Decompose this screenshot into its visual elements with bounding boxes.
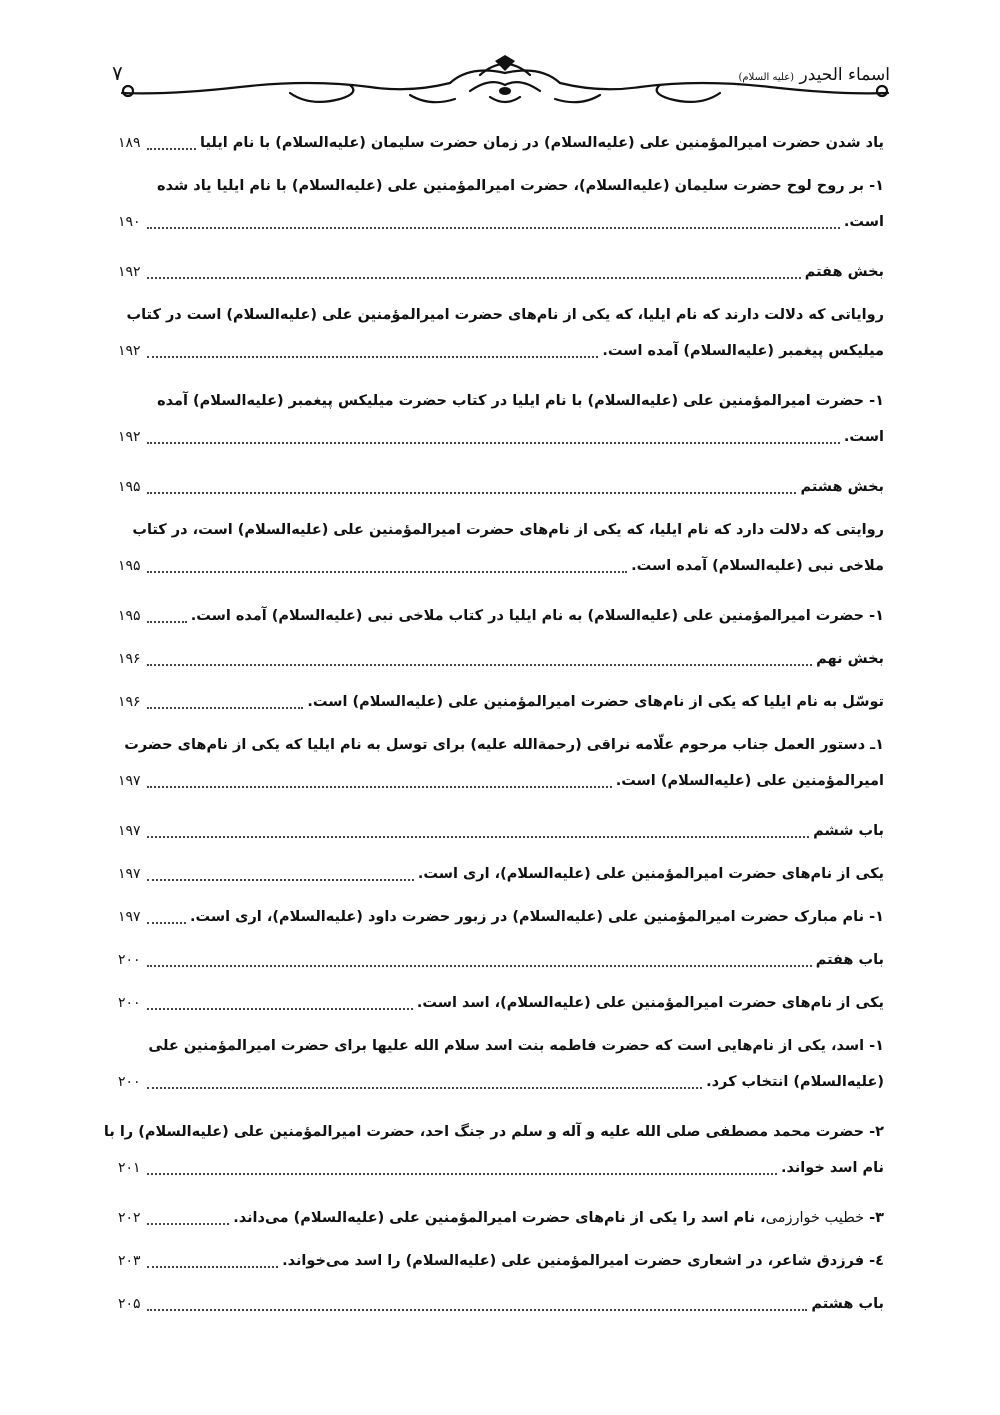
toc-entry-page-number: ۲۰۰ xyxy=(118,1074,141,1090)
toc-entry-leader-row xyxy=(118,125,884,161)
toc-entry[interactable] xyxy=(118,899,884,942)
book-title-main: اسماء الحیدر xyxy=(799,65,890,85)
toc-entry-page-number: ۱۹۰ xyxy=(118,214,141,230)
toc-entry-page-number: ۱۹۷ xyxy=(118,909,141,925)
toc-entry[interactable] xyxy=(118,684,884,727)
toc-entry-leader-row xyxy=(118,1286,884,1322)
toc-entry[interactable] xyxy=(118,856,884,899)
dot-leader xyxy=(147,664,813,666)
toc-entry-title-line1: روایتی که دلالت دارد که نام ایلیا، که یکی از نام‌های حضرت امیرالمؤمنین علی (علیه‌السلام) است، در کتاب xyxy=(132,522,884,538)
toc-entry-title: باب ششم xyxy=(813,823,884,839)
toc-entry-page-number: ۲۰۰ xyxy=(118,995,141,1011)
toc-entry-page-number: ۲۰۰ xyxy=(118,952,141,968)
toc-entry-leader-row xyxy=(118,204,884,240)
toc-entry-title: یکی از نام‌های حضرت امیرالمؤمنین علی (علیه‌السلام)، اسد است. xyxy=(416,995,884,1011)
dot-leader xyxy=(147,1173,777,1175)
ornament-divider-icon xyxy=(110,55,900,115)
toc-entry-title: بخش هشتم xyxy=(800,479,884,495)
toc-entry[interactable] xyxy=(118,942,884,985)
dot-leader xyxy=(147,356,599,358)
toc-entry-title: میلیکس پیغمبر (علیه‌السلام) آمده است. xyxy=(602,343,884,359)
toc-entry-title-line1: ۱- بر روح لوح حضرت سلیمان (علیه‌السلام)، حضرت امیرالمؤمنین علی (علیه‌السلام) با نام ایلیا یاد شده xyxy=(157,178,884,194)
dot-leader xyxy=(147,492,797,494)
toc-entry-leader-row xyxy=(118,254,884,290)
toc-entry-title: بخش هفتم xyxy=(804,264,884,280)
toc-entry-page-number: ۱۹۵ xyxy=(118,608,141,624)
toc-entry-page-number: ۱۸۹ xyxy=(118,135,141,151)
toc-entry[interactable] xyxy=(118,727,884,813)
toc-entry-page-number: ۱۹۵ xyxy=(118,558,141,574)
toc-entry-leader-row xyxy=(118,1064,884,1100)
toc-entry-title-line1: ۲- حضرت محمد مصطفی صلی الله علیه و آله و سلم در جنگ احد، حضرت امیرالمؤمنین علی (علیه‌السلام) را با xyxy=(103,1124,884,1140)
toc-entry-leader-row xyxy=(118,419,884,455)
toc-entry-leader-row xyxy=(118,469,884,505)
toc-entry-page-number: ۲۰۵ xyxy=(118,1296,141,1312)
toc-entry-title: (علیه‌السلام) انتخاب کرد. xyxy=(706,1074,884,1090)
toc-entry[interactable] xyxy=(118,813,884,856)
toc-entry[interactable] xyxy=(118,125,884,168)
dot-leader xyxy=(147,1309,808,1311)
toc-entry-leader-row xyxy=(118,598,884,634)
toc-entry-page-number: ۱۹۷ xyxy=(118,773,141,789)
toc-entry[interactable] xyxy=(118,1200,884,1243)
toc-entry-title-line1: ۱ـ دستور العمل جناب مرحوم علّامه نراقی (رحمةالله علیه) برای توسل به نام ایلیا که یکی از نام‌های حضرت xyxy=(124,737,884,753)
toc-entry[interactable] xyxy=(118,985,884,1028)
toc-entry-title: یاد شدن حضرت امیرالمؤمنین علی (علیه‌السلام) در زمان حضرت سلیمان (علیه‌السلام) با نام ایلیا xyxy=(200,135,884,151)
dot-leader xyxy=(147,227,840,229)
dot-leader xyxy=(147,621,187,623)
toc-entry-leader-row xyxy=(118,1243,884,1279)
dot-leader xyxy=(147,1087,703,1089)
toc-entry-title: ۱- حضرت امیرالمؤمنین علی (علیه‌السلام) به نام ایلیا در کتاب ملاخی نبی (علیه‌السلام) آمده است. xyxy=(190,608,884,624)
toc-entry[interactable] xyxy=(118,383,884,469)
book-title xyxy=(739,65,890,85)
toc-entry-title-rest: ، نام اسد را یکی از نام‌های حضرت امیرالمؤمنین علی (علیه‌السلام) می‌داند. xyxy=(233,1210,766,1226)
toc-entry-leader-row xyxy=(118,1150,884,1186)
page-number: ۷ xyxy=(112,61,123,85)
toc-entry-leader-row xyxy=(118,763,884,799)
toc-entry-title-line1: روایاتی که دلالت دارند که نام ایلیا، که یکی از نام‌های حضرت امیرالمؤمنین علی (علیه‌السلام) است در کتاب xyxy=(126,307,884,323)
toc-entry-title: بخش نهم xyxy=(816,651,884,667)
toc-entry-leader-row xyxy=(118,1200,884,1236)
toc-entry[interactable] xyxy=(118,598,884,641)
toc-entry-title: باب هشتم xyxy=(811,1296,884,1312)
toc-entry-title xyxy=(229,1200,884,1236)
toc-entry-title: ملاخی نبی (علیه‌السلام) آمده است. xyxy=(631,558,884,574)
dot-leader xyxy=(147,1223,230,1225)
toc-entry-leader-row xyxy=(118,333,884,369)
toc-entry-title-line1: ۱- اسد، یکی از نام‌هایی است که حضرت فاطمه بنت اسد سلام الله علیها برای حضرت امیرالمؤمنین علی xyxy=(148,1038,884,1054)
toc-entry-page-number: ۱۹۶ xyxy=(118,694,141,710)
dot-leader xyxy=(147,879,414,881)
toc-entry[interactable] xyxy=(118,168,884,254)
toc-entry[interactable] xyxy=(118,1286,884,1329)
toc-entry-leader-row xyxy=(118,641,884,677)
dot-leader xyxy=(147,442,840,444)
toc-entry-leader-row xyxy=(118,985,884,1021)
dot-leader xyxy=(147,836,810,838)
toc-entry-page-number: ۱۹۲ xyxy=(118,264,141,280)
toc-entry-page-number: ۱۹۷ xyxy=(118,823,141,839)
toc-entry[interactable] xyxy=(118,641,884,684)
dot-leader xyxy=(147,148,196,150)
toc-entry-author: خطیب خوارزمی xyxy=(765,1210,865,1226)
toc-entry-title: باب هفتم xyxy=(815,952,884,968)
dot-leader xyxy=(147,707,304,709)
dot-leader xyxy=(147,965,812,967)
toc-entry-leader-row xyxy=(118,684,884,720)
toc-entry[interactable] xyxy=(118,254,884,297)
toc-entry-leader-row xyxy=(118,899,884,935)
toc-entry-title: امیرالمؤمنین علی (علیه‌السلام) است. xyxy=(615,773,884,789)
page-header xyxy=(110,55,900,115)
toc-entry-title: توسّل به نام ایلیا که یکی از نام‌های حضرت امیرالمؤمنین علی (علیه‌السلام) است. xyxy=(307,694,884,710)
dot-leader xyxy=(147,1008,413,1010)
toc-entry[interactable] xyxy=(118,512,884,598)
toc-entry[interactable] xyxy=(118,469,884,512)
toc-entry[interactable] xyxy=(118,1243,884,1286)
dot-leader xyxy=(147,922,186,924)
toc-entry-leader-row xyxy=(118,548,884,584)
toc-entry-title: است. xyxy=(843,214,884,230)
toc-entry[interactable] xyxy=(118,1028,884,1114)
toc-entry-leader-row xyxy=(118,856,884,892)
toc-entry-title: ٤- فرزدق شاعر، در اشعاری حضرت امیرالمؤمنین علی (علیه‌السلام) را اسد می‌خواند. xyxy=(282,1253,884,1269)
toc-entry-page-number: ۲۰۲ xyxy=(118,1210,141,1226)
toc-entry-title: یکی از نام‌های حضرت امیرالمؤمنین علی (علیه‌السلام)، اری است. xyxy=(417,866,884,882)
toc-entry-page-number: ۱۹۲ xyxy=(118,343,141,359)
toc-entry-number: ۳- xyxy=(864,1210,884,1226)
dot-leader xyxy=(147,571,628,573)
toc-entry-page-number: ۱۹۶ xyxy=(118,651,141,667)
toc-entry-page-number: ۱۹۲ xyxy=(118,429,141,445)
toc-entry-title: ۱- نام مبارک حضرت امیرالمؤمنین علی (علیه‌السلام) در زبور حضرت داود (علیه‌السلام)، اری است. xyxy=(190,909,884,925)
dot-leader xyxy=(147,1266,279,1268)
book-title-suffix: (علیه السلام) xyxy=(738,72,795,83)
toc-entry-title-line1: ۱- حضرت امیرالمؤمنین علی (علیه‌السلام) با نام ایلیا در کتاب حضرت میلیکس پیغمبر (علیه‌السلام) آمده xyxy=(157,393,884,409)
toc-entry-page-number: ۲۰۳ xyxy=(118,1253,141,1269)
dot-leader xyxy=(147,277,801,279)
toc-entry-page-number: ۱۹۷ xyxy=(118,866,141,882)
toc-entry-page-number: ۲۰۱ xyxy=(118,1160,141,1176)
table-of-contents xyxy=(103,125,884,1329)
toc-entry-leader-row xyxy=(118,942,884,978)
toc-entry-page-number: ۱۹۵ xyxy=(118,479,141,495)
toc-entry[interactable] xyxy=(103,1114,884,1200)
toc-entry-title: نام اسد خواند. xyxy=(780,1160,884,1176)
toc-entry-title: است. xyxy=(843,429,884,445)
dot-leader xyxy=(147,786,612,788)
toc-entry-leader-row xyxy=(118,813,884,849)
toc-entry[interactable] xyxy=(118,297,884,383)
